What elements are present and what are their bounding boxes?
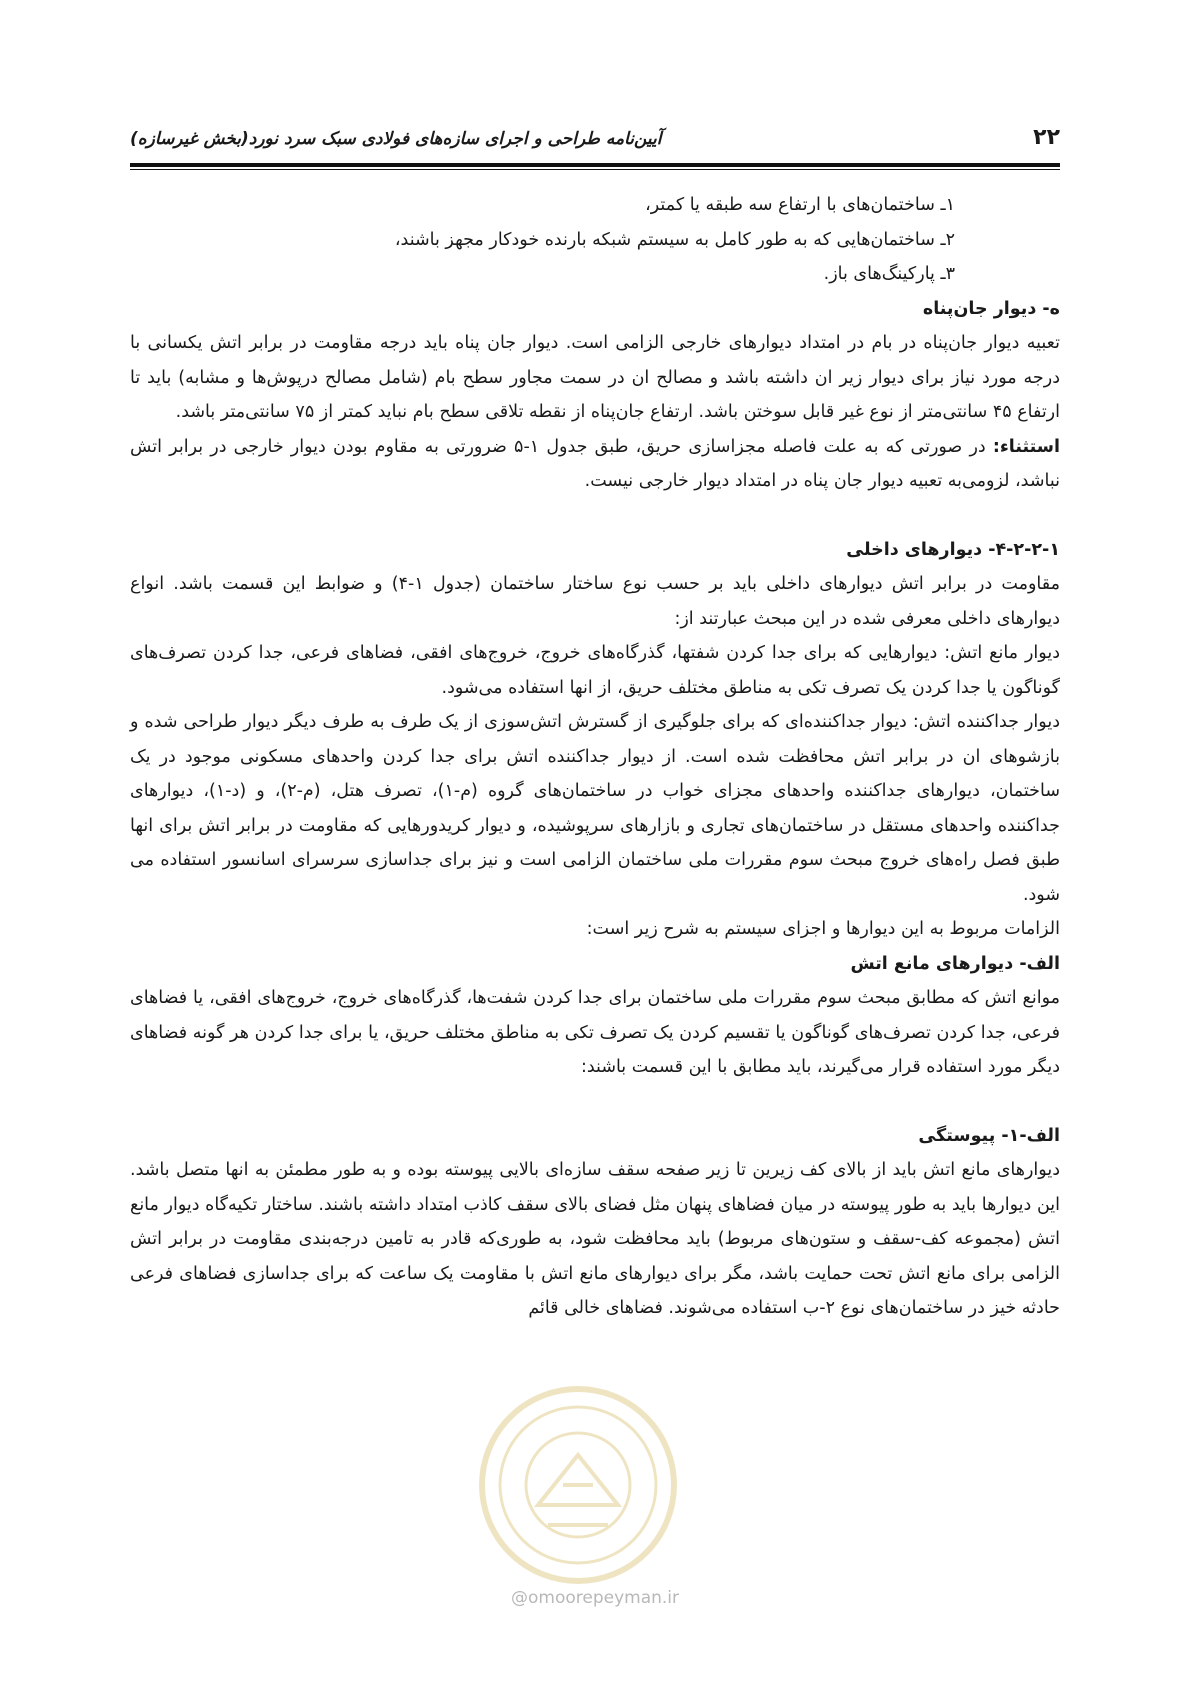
exception-label: استثناء: (992, 436, 1060, 457)
continuity-paragraph: دیوارهای مانع اتش باید از بالای کف زیرین تا زیر صفحه سقف سازه‌ای بالایی پیوسته بوده و به طور مطمئن به انها متصل باشد. این دیوارها باید به طور پیوسته در میان فضاهای پنهان مثل فضای بالای سقف کاذب امتداد داشته باشند. ساختار تکیه‌گاه دیوار مانع اتش (مجموعه کف-سقف و ستون‌های مربوط) باید محافظت شود، به طوری‌که قادر به تامین درجه‌بندی مقاومت در برابر اتش الزامی برای مانع اتش تحت حمایت باشد، مگر برای دیوارهای مانع اتش با مقاومت یک ساعت که برای جداسازی فضاهای فرعی حادثه خیز در ساختمان‌های نوع ۲-ب استفاده می‌شوند. فضاهای خالی قائم (130, 1160, 1060, 1318)
continuity-heading: الف-۱- پیوستگی (918, 1125, 1060, 1146)
requirements-intro: الزامات مربوط به این دیوارها و اجزای سیستم به شرح زیر است: (586, 919, 1060, 939)
parapet-paragraph: تعبیه دیوار جان‌پناه در بام در امتداد دیوارهای خارجی الزامی است. دیوار جان پناه باید درجه مقاومت در برابر اتش یکسانی با درجه مورد نیاز برای دیوار زیر ان داشته باشد و مصالح ان در سمت مجاور سطح بام (شامل مصالح درپوش‌ها و مشابه) باید تا ارتفاع ۴۵ سانتی‌متر از نوع غیر قابل سوختن باشد. ارتفاع جان‌پناه از نقطه تلاقی سطح بام نباید کمتر از ۷۵ سانتی‌متر باشد. (130, 333, 1060, 422)
spacer (130, 499, 1060, 533)
parapet-heading: ه- دیوار جان‌پناه (922, 298, 1060, 319)
fire-barrier-definition: دیوار مانع اتش: دیوارهایی که برای جدا کردن شفتها، گذرگاه‌های خروج، خروج‌های افقی، فضاهای فرعی، جدا کردن تصرف‌های گوناگون یا جدا کردن یک تصرف تکی به مناطق مختلف حریق، از انها استفاده می‌شود. (130, 643, 1060, 698)
spacer (130, 1085, 1060, 1119)
list-item: ۳ـ پارکینگ‌های باز. (823, 264, 955, 284)
fire-partition-definition: دیوار جداکننده اتش: دیوار جداکننده‌ای که برای جلوگیری از گسترش اتش‌سوزی از یک طرف به طرف دیگر دیوار طراحی شده و بازشوهای ان در برابر اتش محافظت شده است. از دیوار جداکننده اتش برای جدا کردن واحدهای مسکونی موجود در یک ساختمان، دیوارهای جداکننده واحدهای مجزای خواب در ساختمان‌های گروه (م-۱)، تصرف هتل، (م-۲)، و (د-۱)، دیوارهای جداکننده واحدهای مستقل در ساختمان‌های تجاری و بازارهای سرپوشیده، و دیوار کریدورهایی که مقاومت در برابر اتش برای انها طبق فصل راه‌های خروج مبحث سوم مقررات ملی ساختمان الزامی است و نیز برای جداسازی سرسرای اسانسور استفاده می شود. (130, 712, 1060, 905)
list-item: ۱ـ ساختمان‌های با ارتفاع سه طبقه یا کمتر، (645, 195, 955, 215)
running-title: آیین‌نامه طراحی و اجرای سازه‌های فولادی سبک سرد نورد(بخش غیرسازه) (130, 129, 662, 149)
page-body (130, 188, 1060, 1326)
list-item: ۲ـ ساختمان‌هایی که به طور کامل به سیستم شبکه بارنده خودکار مجهز باشند، (394, 229, 955, 250)
header-rule-thin (130, 169, 1060, 170)
fire-barrier-paragraph: موانع اتش که مطابق مبحث سوم مقررات ملی ساختمان برای جدا کردن شفت‌ها، گذرگاه‌های خروج، خروج‌های افقی، یا فضاهای فرعی، جدا کردن تصرف‌های گوناگون یا تقسیم کردن یک تصرف تکی به مناطق مختلف حریق، یا برای جدا کردن هر گونه فضاهای دیگر مورد استفاده قرار می‌گیرند، باید مطابق با این قسمت باشند: (130, 988, 1060, 1077)
seal-watermark-icon (478, 1385, 678, 1585)
exception-paragraph (130, 430, 1060, 499)
fire-barrier-heading: الف- دیوارهای مانع اتش (850, 953, 1060, 974)
page-number: ۲۲ (1033, 125, 1060, 150)
page-header (130, 125, 1060, 155)
interior-walls-heading: ۴-۲-۲-۱- دیوارهای داخلی (846, 539, 1060, 560)
watermark-site: @omoorepeyman.ir (510, 1588, 680, 1608)
interior-walls-intro: مقاومت در برابر اتش دیوارهای داخلی باید بر حسب نوع ساختار ساختمان (جدول ۱-۴) و ضوابط این قسمت باشد. انواع دیوارهای داخلی معرفی شده در این مبحث عبارتند از: (130, 574, 1060, 629)
header-rule-thick (130, 163, 1060, 167)
exception-text: در صورتی که به علت فاصله مجزاسازی حریق، طبق جدول ۱-۵ ضرورتی به مقاوم بودن دیوار خارجی در برابر اتش نباشد، لزومی‌به تعبیه دیوار جان پناه در امتداد دیوار خارجی نیست. (130, 436, 1060, 491)
